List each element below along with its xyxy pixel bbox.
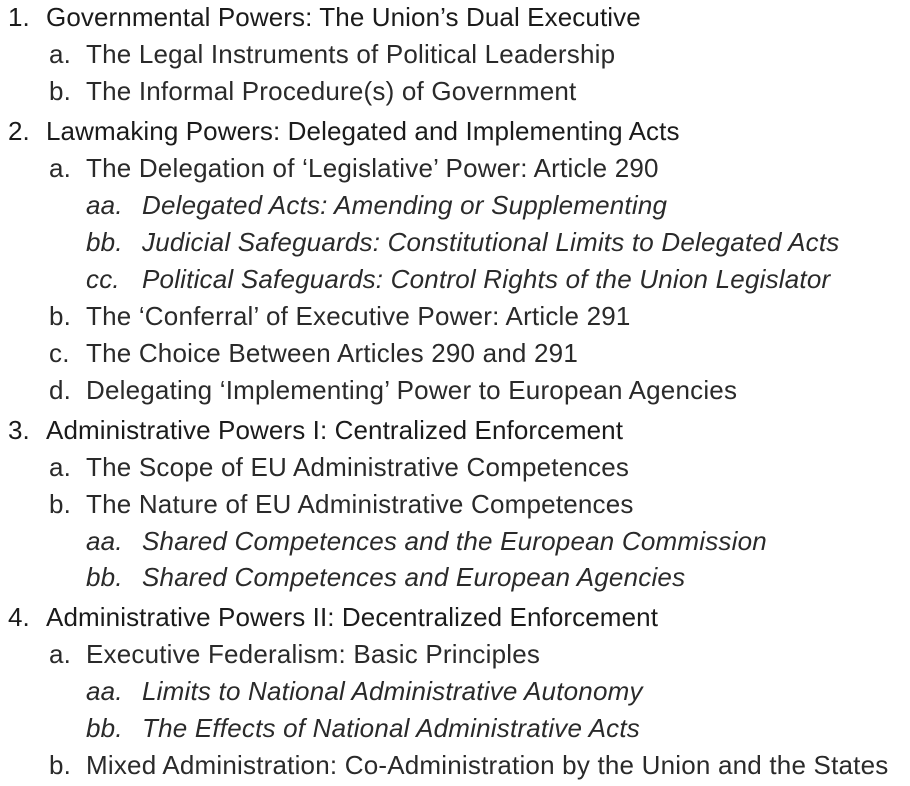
entry-number: 2. bbox=[8, 116, 30, 146]
entry-number: a. bbox=[49, 639, 72, 669]
entry-title: The Choice Between Articles 290 and 291 bbox=[86, 338, 578, 368]
entry-title: Judicial Safeguards: Constitutional Limits to Delegated Acts bbox=[142, 227, 840, 257]
entry-title: Lawmaking Powers: Delegated and Implementing Acts bbox=[46, 116, 680, 146]
entry-title: Shared Competences and European Agencies bbox=[142, 562, 686, 592]
entry-number: cc. bbox=[86, 264, 120, 294]
entry-title: The Legal Instruments of Political Leadership bbox=[86, 39, 616, 69]
entry-title: Mixed Administration: Co-Administration by the Union and the States bbox=[86, 750, 889, 780]
entry-number: a. bbox=[49, 452, 72, 482]
entry-number: 4. bbox=[8, 602, 30, 632]
entry-title: The Informal Procedure(s) of Government bbox=[86, 76, 577, 106]
entry-number: bb. bbox=[86, 713, 123, 743]
entry-title: Delegating ‘Implementing’ Power to European Agencies bbox=[86, 375, 738, 405]
entry-title: Executive Federalism: Basic Principles bbox=[86, 639, 541, 669]
entry-title: The Effects of National Administrative Acts bbox=[142, 713, 640, 743]
entry-title: Governmental Powers: The Union’s Dual Executive bbox=[46, 2, 641, 32]
entry-number: aa. bbox=[86, 526, 123, 556]
entry-title: Administrative Powers II: Decentralized Enforcement bbox=[46, 602, 659, 632]
entry-number: aa. bbox=[86, 190, 123, 220]
entry-number: b. bbox=[49, 76, 72, 106]
entry-number: d. bbox=[49, 375, 72, 405]
entry-title: The Delegation of ‘Legislative’ Power: Article 290 bbox=[86, 153, 659, 183]
entry-number: 1. bbox=[8, 2, 30, 32]
entry-number: bb. bbox=[86, 227, 123, 257]
entry-number: a. bbox=[49, 39, 72, 69]
entry-title: The Scope of EU Administrative Competences bbox=[86, 452, 630, 482]
entry-number: a. bbox=[49, 153, 72, 183]
entry-number: c. bbox=[49, 338, 70, 368]
entry-title: The ‘Conferral’ of Executive Power: Article 291 bbox=[86, 301, 631, 331]
entry-number: aa. bbox=[86, 676, 123, 706]
entry-title: The Nature of EU Administrative Competences bbox=[86, 489, 634, 519]
entry-title: Shared Competences and the European Commission bbox=[142, 526, 767, 556]
entry-number: b. bbox=[49, 489, 72, 519]
entry-number: 3. bbox=[8, 415, 30, 445]
entry-number: bb. bbox=[86, 562, 123, 592]
entry-title: Administrative Powers I: Centralized Enforcement bbox=[46, 415, 624, 445]
entry-title: Limits to National Administrative Autonomy bbox=[142, 676, 643, 706]
entry-number: b. bbox=[49, 750, 72, 780]
entry-title: Political Safeguards: Control Rights of the Union Legislator bbox=[142, 264, 831, 294]
entry-title: Delegated Acts: Amending or Supplementing bbox=[142, 190, 668, 220]
entry-number: b. bbox=[49, 301, 72, 331]
